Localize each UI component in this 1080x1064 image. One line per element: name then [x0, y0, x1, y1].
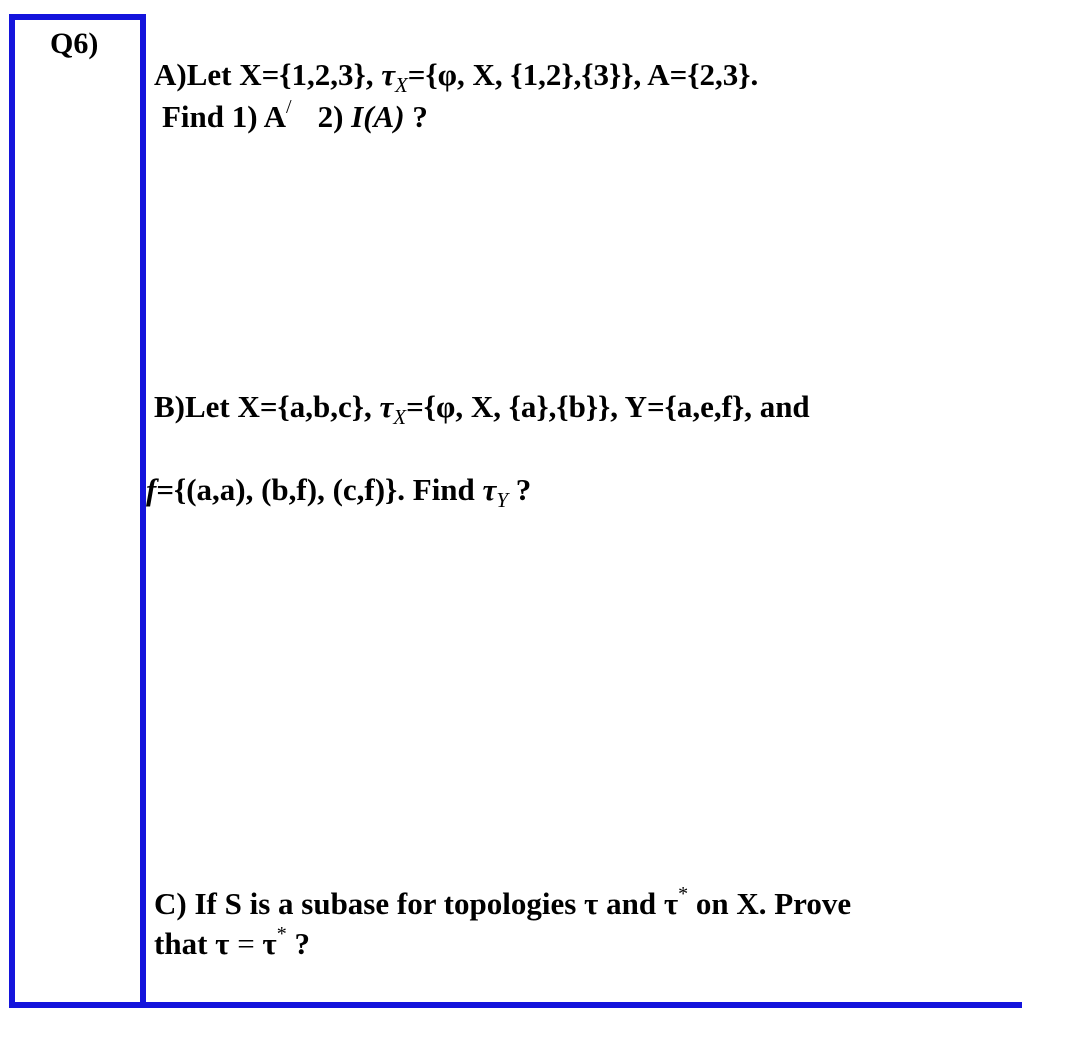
frame-left-border — [9, 14, 15, 1007]
part-a-item-2: 2) — [317, 99, 352, 134]
part-b-intro: B)Let X={a,b,c}, — [154, 389, 380, 424]
derived-set-prime: / — [286, 96, 292, 118]
part-b-function: ={(a,a), (b,f), (c,f)}. Find — [156, 472, 483, 507]
part-c-question-mark: ? — [286, 926, 310, 961]
frame-top-border — [9, 14, 146, 20]
part-b-line-1 — [154, 388, 810, 429]
part-a-question-mark: ? — [404, 99, 428, 134]
tau-symbol: τ — [215, 926, 230, 961]
part-c-that: that — [154, 926, 216, 961]
frame-bottom-border — [9, 1002, 1022, 1008]
part-b-topology: ={φ, X, {a},{b}}, Y={a,e,f}, and — [406, 389, 810, 424]
part-c-line-2 — [154, 925, 310, 967]
star-superscript: * — [276, 923, 287, 945]
tau-symbol: τ — [381, 57, 395, 92]
star-superscript: * — [678, 883, 689, 905]
part-c-line-1 — [154, 885, 851, 927]
question-number: Q6) — [50, 27, 99, 60]
part-b-line-2 — [146, 471, 531, 512]
tau-subscript: X — [393, 405, 407, 429]
part-b-question-mark: ? — [508, 472, 532, 507]
interior-expression: I(A) — [351, 99, 405, 134]
equals-sign: = — [229, 926, 263, 961]
function-symbol: f — [146, 472, 157, 507]
part-a-topology: ={φ, X, {1,2},{3}}, A={2,3}. — [407, 57, 759, 92]
tau-subscript: Y — [496, 488, 508, 512]
part-c-prove: on X. Prove — [688, 886, 852, 921]
part-a-find: Find 1) A — [162, 99, 287, 134]
part-a-line-2 — [162, 98, 428, 140]
part-c-and: and — [598, 886, 664, 921]
tau-symbol: τ — [379, 389, 394, 424]
part-a-line-1 — [154, 56, 758, 97]
tau-star-symbol: τ — [262, 926, 277, 961]
tau-star-symbol: τ — [663, 886, 679, 921]
part-a-intro: A)Let X={1,2,3}, — [154, 57, 382, 92]
tau-symbol: τ — [482, 472, 497, 507]
tau-subscript: X — [394, 73, 408, 97]
tau-symbol: τ — [584, 886, 599, 921]
part-c-intro: C) If S is a subase for topologies — [154, 886, 585, 921]
